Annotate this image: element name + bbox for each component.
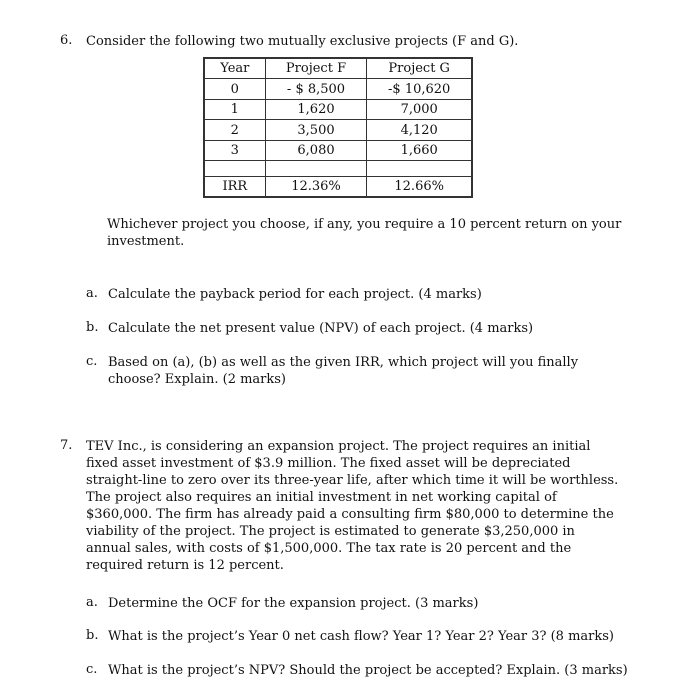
required-return-note: Whichever project you choose, if any, you require a 10 percent return on your investment. [107, 217, 622, 249]
q7-part-a-text: Determine the OCF for the expansion project. (3 marks) [108, 596, 479, 611]
table-cell-project-g: 4,120 [367, 120, 472, 140]
table-header-project-g: Project G [367, 59, 472, 79]
projects-cashflow-table [203, 57, 473, 198]
table-cell-project-g: 7,000 [367, 99, 472, 119]
table-cell-project-f: 6,080 [265, 140, 367, 160]
table-cell-year: 0 [205, 79, 266, 99]
table-cell-year: 1 [205, 99, 266, 119]
question-7-number: 7. [60, 438, 73, 453]
q6-part-b-text: Calculate the net present value (NPV) of each project. (4 marks) [108, 321, 534, 336]
question-7-prompt: TEV Inc., is considering an expansion project. The project requires an initial fixed asset investment of $3.9 million. The fixed asset will be depreciated straight-line to zero over its three-year life, after which time it will be worthless. The project also requires an initial investment in net working capital of $360,000. The firm has already paid a consulting firm $80,000 to determine the viability of the project. The project is estimated to generate $3,250,000 in annual sales, with costs of $1,500,000. The tax rate is 20 percent and the required return is 12 percent. [86, 439, 619, 573]
table-cell-project-f: - $ 8,500 [265, 79, 367, 99]
table-irr-label: IRR [205, 176, 266, 196]
table-row [205, 140, 472, 160]
q6-part-b-letter: b. [86, 320, 99, 335]
table-spacer-row [205, 161, 472, 176]
q6-part-a-letter: a. [86, 286, 98, 301]
table-irr-project-f: 12.36% [265, 176, 367, 196]
table-row [205, 120, 472, 140]
table-cell-year: 3 [205, 140, 266, 160]
question-6-prompt: Consider the following two mutually exclusive projects (F and G). [86, 34, 519, 49]
table-row [205, 99, 472, 119]
table-cell-project-f: 1,620 [265, 99, 367, 119]
table-header-year: Year [205, 59, 266, 79]
table-cell-project-f: 3,500 [265, 120, 367, 140]
q6-part-c-letter: c. [86, 354, 98, 369]
table-irr-row [205, 176, 472, 196]
q7-part-b-letter: b. [86, 628, 99, 643]
q7-part-c-letter: c. [86, 662, 98, 677]
table-cell-project-g: -$ 10,620 [367, 79, 472, 99]
table-irr-project-g: 12.66% [367, 176, 472, 196]
q6-part-c-text: Based on (a), (b) as well as the given IRR, which project will you finally choose? Explain. (2 marks) [108, 355, 579, 387]
table-row [205, 79, 472, 99]
table-cell-year: 2 [205, 120, 266, 140]
q6-part-a-text: Calculate the payback period for each project. (4 marks) [108, 287, 482, 302]
q7-part-c-text: What is the project’s NPV? Should the project be accepted? Explain. (3 marks) [108, 663, 628, 678]
table-header-project-f: Project F [265, 59, 367, 79]
table-cell-project-g: 1,660 [367, 140, 472, 160]
table-header-row [205, 59, 472, 79]
q7-part-a-letter: a. [86, 595, 98, 610]
q7-part-b-text: What is the project’s Year 0 net cash flow? Year 1? Year 2? Year 3? (8 marks) [108, 629, 614, 644]
question-6-number: 6. [60, 33, 73, 48]
